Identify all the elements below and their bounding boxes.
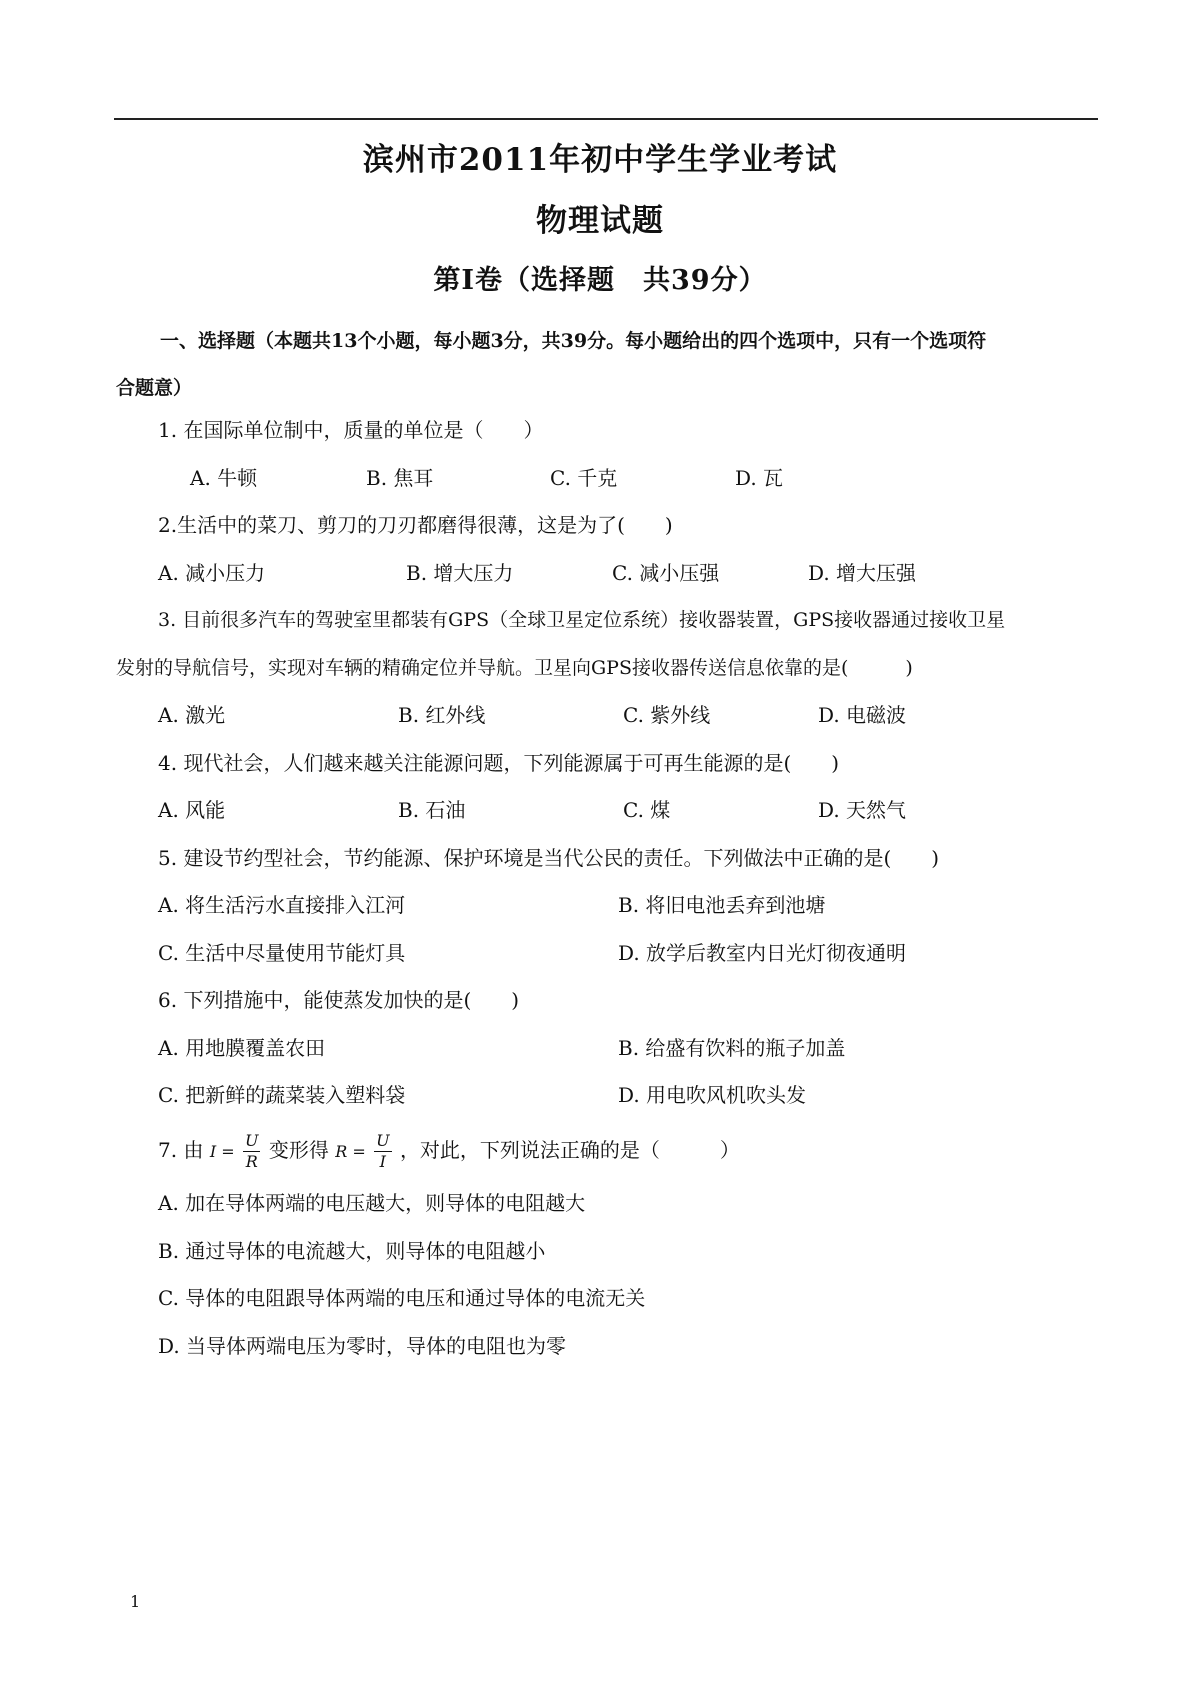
part-heading: 第Ⅰ卷（选择题 共39分） bbox=[433, 265, 767, 296]
q2-option-d: D. 增大压强 bbox=[808, 561, 917, 585]
q7-formula1-fraction bbox=[243, 1131, 260, 1172]
q6-option-b: B. 给盛有饮料的瓶子加盖 bbox=[618, 1036, 846, 1060]
q7-stem-suffix: ，对此，下列说法正确的是（ ） bbox=[399, 1138, 740, 1162]
question-4-stem: 4. 现代社会，人们越来越关注能源问题，下列能源属于可再生能源的是( ) bbox=[158, 751, 840, 775]
q5-option-d: D. 放学后教室内日光灯彻夜通明 bbox=[618, 941, 907, 965]
q5-option-b: B. 将旧电池丢弃到池塘 bbox=[618, 893, 826, 917]
q4-option-c: C. 煤 bbox=[623, 798, 671, 822]
q1-option-b: B. 焦耳 bbox=[366, 466, 434, 490]
q7-stem-mid: 变形得 bbox=[268, 1138, 329, 1162]
q1-option-c: C. 千克 bbox=[550, 466, 618, 490]
q7-formula2-fraction bbox=[374, 1131, 391, 1172]
q7-option-c: C. 导体的电阻跟导体两端的电压和通过导体的电流无关 bbox=[158, 1286, 646, 1310]
q1-option-d: D. 瓦 bbox=[735, 466, 784, 490]
q7-formula2-numerator: U bbox=[376, 1131, 390, 1150]
q3-option-a: A. 激光 bbox=[158, 703, 226, 727]
q7-formula1-lhs: I = bbox=[209, 1142, 235, 1161]
header-rule bbox=[114, 118, 1098, 120]
section-intro-line2: 合题意） bbox=[116, 377, 193, 399]
q7-formula1-numerator: U bbox=[244, 1131, 259, 1150]
page-number: 1 bbox=[130, 1592, 141, 1611]
exam-subtitle: 物理试题 bbox=[536, 203, 664, 239]
q5-option-a: A. 将生活污水直接排入江河 bbox=[158, 893, 406, 917]
q2-option-b: B. 增大压力 bbox=[406, 561, 514, 585]
q4-option-d: D. 天然气 bbox=[818, 798, 907, 822]
question-7-stem bbox=[158, 1128, 740, 1174]
q5-option-c: C. 生活中尽量使用节能灯具 bbox=[158, 941, 406, 965]
exam-title: 滨州市2011年初中学生学业考试 bbox=[362, 142, 838, 178]
q6-option-d: D. 用电吹风机吹头发 bbox=[618, 1083, 807, 1107]
question-5-stem: 5. 建设节约型社会，节约能源、保护环境是当代公民的责任。下列做法中正确的是( ) bbox=[158, 846, 940, 870]
q4-option-a: A. 风能 bbox=[158, 798, 226, 822]
q2-option-c: C. 减小压强 bbox=[612, 561, 720, 585]
q4-option-b: B. 石油 bbox=[398, 798, 466, 822]
q3-option-c: C. 紫外线 bbox=[623, 703, 711, 727]
q7-option-a: A. 加在导体两端的电压越大，则导体的电阻越大 bbox=[158, 1191, 586, 1215]
q7-option-d: D. 当导体两端电压为零时，导体的电阻也为零 bbox=[158, 1334, 567, 1358]
section-instructions bbox=[116, 318, 1095, 412]
question-3-stem-line1: 3. 目前很多汽车的驾驶室里都装有GPS（全球卫星定位系统）接收器装置，GPS接收器通过接收卫星 bbox=[158, 609, 1006, 631]
q6-option-c: C. 把新鲜的蔬菜装入塑料袋 bbox=[158, 1083, 406, 1107]
q7-formula2-denominator: I bbox=[379, 1152, 386, 1171]
q3-option-b: B. 红外线 bbox=[398, 703, 486, 727]
q7-formula1-denominator: R bbox=[245, 1152, 258, 1171]
q6-option-a: A. 用地膜覆盖农田 bbox=[158, 1036, 326, 1060]
q3-option-d: D. 电磁波 bbox=[818, 703, 907, 727]
q1-option-a: A. 牛顿 bbox=[190, 466, 258, 490]
question-2-stem: 2.生活中的菜刀、剪刀的刀刃都磨得很薄，这是为了( ) bbox=[158, 513, 673, 537]
q7-stem-prefix: 7. 由 bbox=[158, 1138, 204, 1162]
question-3-stem-line2: 发射的导航信号，实现对车辆的精确定位并导航。卫星向GPS接收器传送信息依靠的是( ) bbox=[116, 657, 913, 679]
q7-option-b: B. 通过导体的电流越大，则导体的电阻越小 bbox=[158, 1239, 546, 1263]
section-intro-line1: 一、选择题（本题共13个小题，每小题3分，共39分。每小题给出的四个选项中，只有一个选项符 bbox=[160, 330, 987, 352]
question-1-stem: 1. 在国际单位制中，质量的单位是（ ） bbox=[158, 418, 544, 442]
question-6-stem: 6. 下列措施中，能使蒸发加快的是( ) bbox=[158, 988, 520, 1012]
q7-formula2-lhs: R = bbox=[335, 1142, 366, 1161]
q2-option-a: A. 减小压力 bbox=[158, 561, 266, 585]
